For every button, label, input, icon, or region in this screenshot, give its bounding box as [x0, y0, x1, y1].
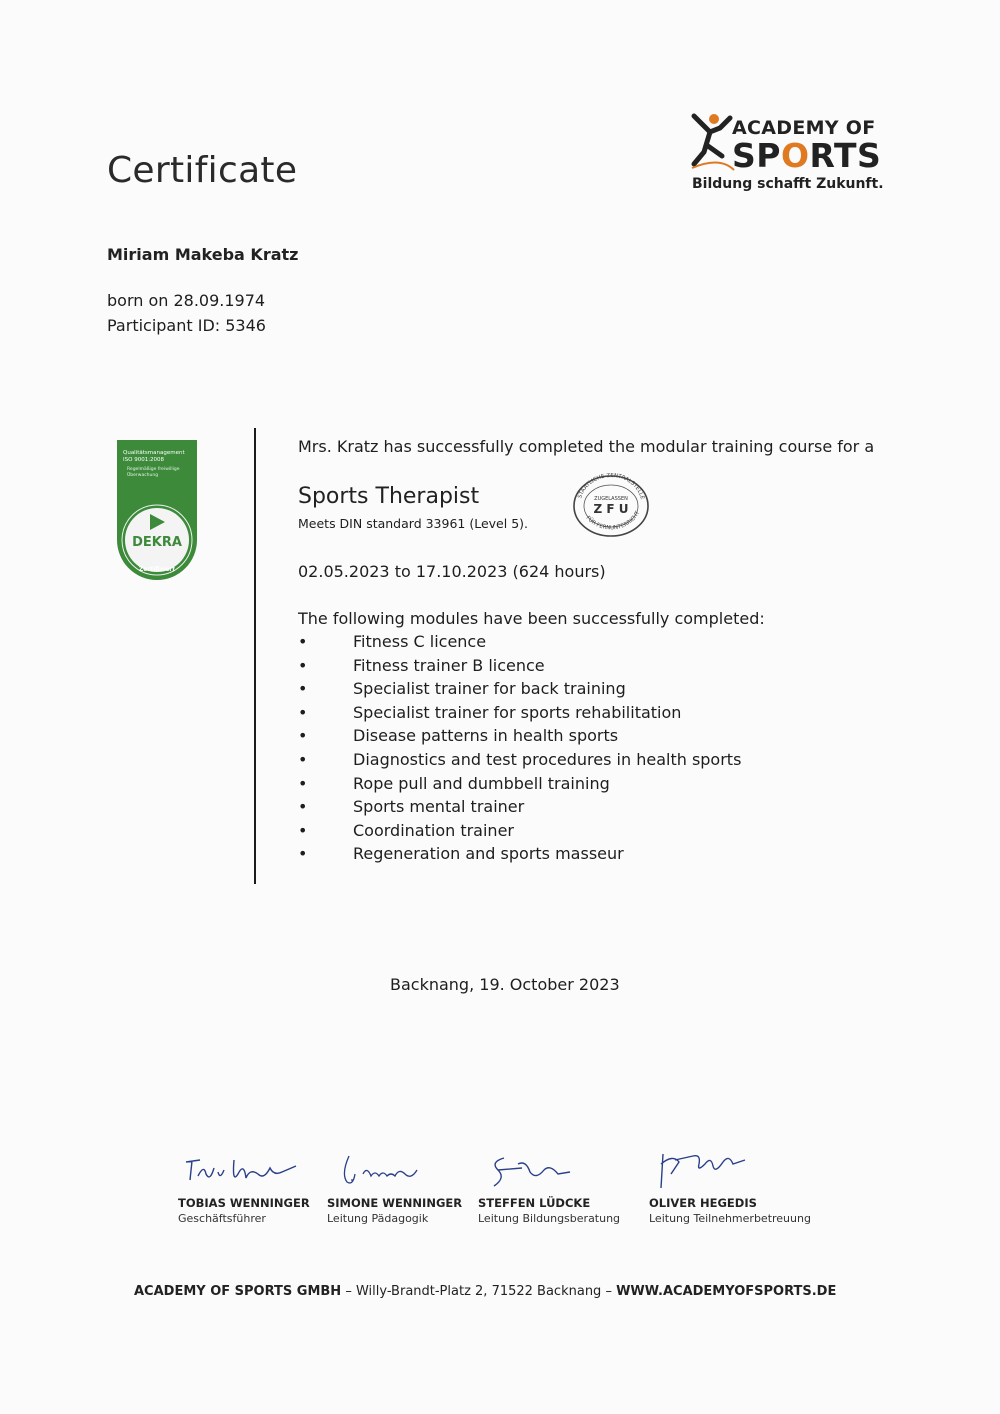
signatory-name: OLIVER HEGEDIS [649, 1196, 757, 1210]
dekra-badge-line4: Überwachung [127, 473, 159, 478]
module-label: Coordination trainer [353, 820, 514, 840]
handwritten-signature [178, 1150, 308, 1190]
completion-statement: Mrs. Kratz has successfully completed the modular training course for a [298, 437, 875, 456]
bullet-icon: • [298, 844, 308, 864]
signature-block [327, 1150, 462, 1225]
course-title: Sports Therapist [298, 484, 480, 509]
birth-date: born on 28.09.1974 [107, 291, 266, 310]
din-standard: Meets DIN standard 33961 (Level 5). [298, 516, 528, 531]
course-dates: 02.05.2023 to 17.10.2023 (624 hours) [298, 562, 606, 581]
zfu-bottom-text: FÜR FERNUNTERRICHT [584, 510, 642, 532]
academy-of-sports-logo [690, 112, 890, 202]
handwritten-signature [327, 1150, 457, 1190]
signatory-role: Leitung Bildungsberatung [478, 1212, 621, 1225]
signatory-role: Leitung Pädagogik [327, 1212, 429, 1225]
vertical-divider [254, 428, 256, 884]
signature-block [649, 1150, 811, 1225]
zfu-small-text: ZUGELASSEN [594, 496, 628, 502]
signatory-name: SIMONE WENNINGER [327, 1196, 463, 1210]
signature-block [178, 1150, 310, 1225]
dekra-badge-line3: Regelmäßige freiwillige [127, 467, 180, 472]
signature-block [478, 1150, 620, 1225]
dekra-badge-line2: ISO 9001:2008 [123, 457, 165, 463]
module-label: Rope pull and dumbbell training [353, 773, 610, 793]
logo-text-sports-o: O [780, 136, 810, 175]
logo-text-sports-a: SP [732, 136, 781, 175]
logo-text-academy-of: ACADEMY OF [732, 117, 876, 139]
logo-tagline: Bildung schafft Zukunft. [692, 176, 884, 192]
bullet-icon: • [298, 655, 308, 675]
modules-heading: The following modules have been successfully completed: [298, 609, 765, 628]
signatory-name: TOBIAS WENNINGER [178, 1196, 310, 1210]
zfu-letters: Z F U [593, 502, 629, 516]
logo-text-sports-b: RTS [809, 136, 882, 175]
footer-address [134, 1284, 836, 1299]
footer-separator: – [341, 1284, 356, 1299]
certificate-title: Certificate [107, 150, 298, 191]
bullet-icon: • [298, 797, 308, 817]
place-and-date: Backnang, 19. October 2023 [390, 975, 620, 994]
zfu-top-text: STAATLICHE ZENTRALSTELLE [577, 472, 646, 501]
module-label: Specialist trainer for back training [353, 679, 626, 699]
dekra-brand: DEKRA [132, 535, 182, 550]
participant-id: Participant ID: 5346 [107, 316, 266, 335]
athlete-logo-icon [690, 112, 736, 174]
signatory-role: Geschäftsführer [178, 1212, 266, 1225]
footer-company: ACADEMY OF SPORTS GMBH [134, 1284, 342, 1299]
bullet-icon: • [298, 632, 308, 651]
bullet-icon: • [298, 702, 308, 722]
module-label: Fitness trainer B licence [353, 655, 545, 675]
bullet-icon: • [298, 773, 308, 793]
module-label: Diagnostics and test procedures in health sports [353, 749, 742, 769]
footer-separator: – [601, 1284, 617, 1299]
module-label: Regeneration and sports masseur [353, 844, 624, 864]
recipient-name: Miriam Makeba Kratz [107, 245, 299, 264]
footer-website: WWW.ACADEMYOFSPORTS.DE [616, 1284, 837, 1299]
dekra-badge-bottom: Zertifiziert [138, 566, 176, 573]
bullet-icon: • [298, 749, 308, 769]
zfu-seal-stamp [570, 472, 652, 538]
module-label: Sports mental trainer [353, 797, 525, 817]
signatory-role: Leitung Teilnehmerbetreuung [649, 1212, 811, 1225]
bullet-icon: • [298, 820, 308, 840]
bullet-icon: • [298, 726, 308, 746]
handwritten-signature [649, 1150, 779, 1190]
bullet-icon: • [298, 679, 308, 699]
module-label: Fitness C licence [353, 632, 487, 651]
signatory-name: STEFFEN LÜDCKE [478, 1196, 591, 1210]
logo-text-sports [732, 136, 881, 175]
module-label: Disease patterns in health sports [353, 726, 619, 746]
footer-address-text: Willy-Brandt-Platz 2, 71522 Backnang [355, 1284, 602, 1299]
handwritten-signature [478, 1150, 608, 1190]
dekra-certification-badge [117, 440, 197, 580]
module-label: Specialist trainer for sports rehabilitation [353, 702, 682, 722]
dekra-badge-line1: Qualitätsmanagement [123, 450, 185, 456]
